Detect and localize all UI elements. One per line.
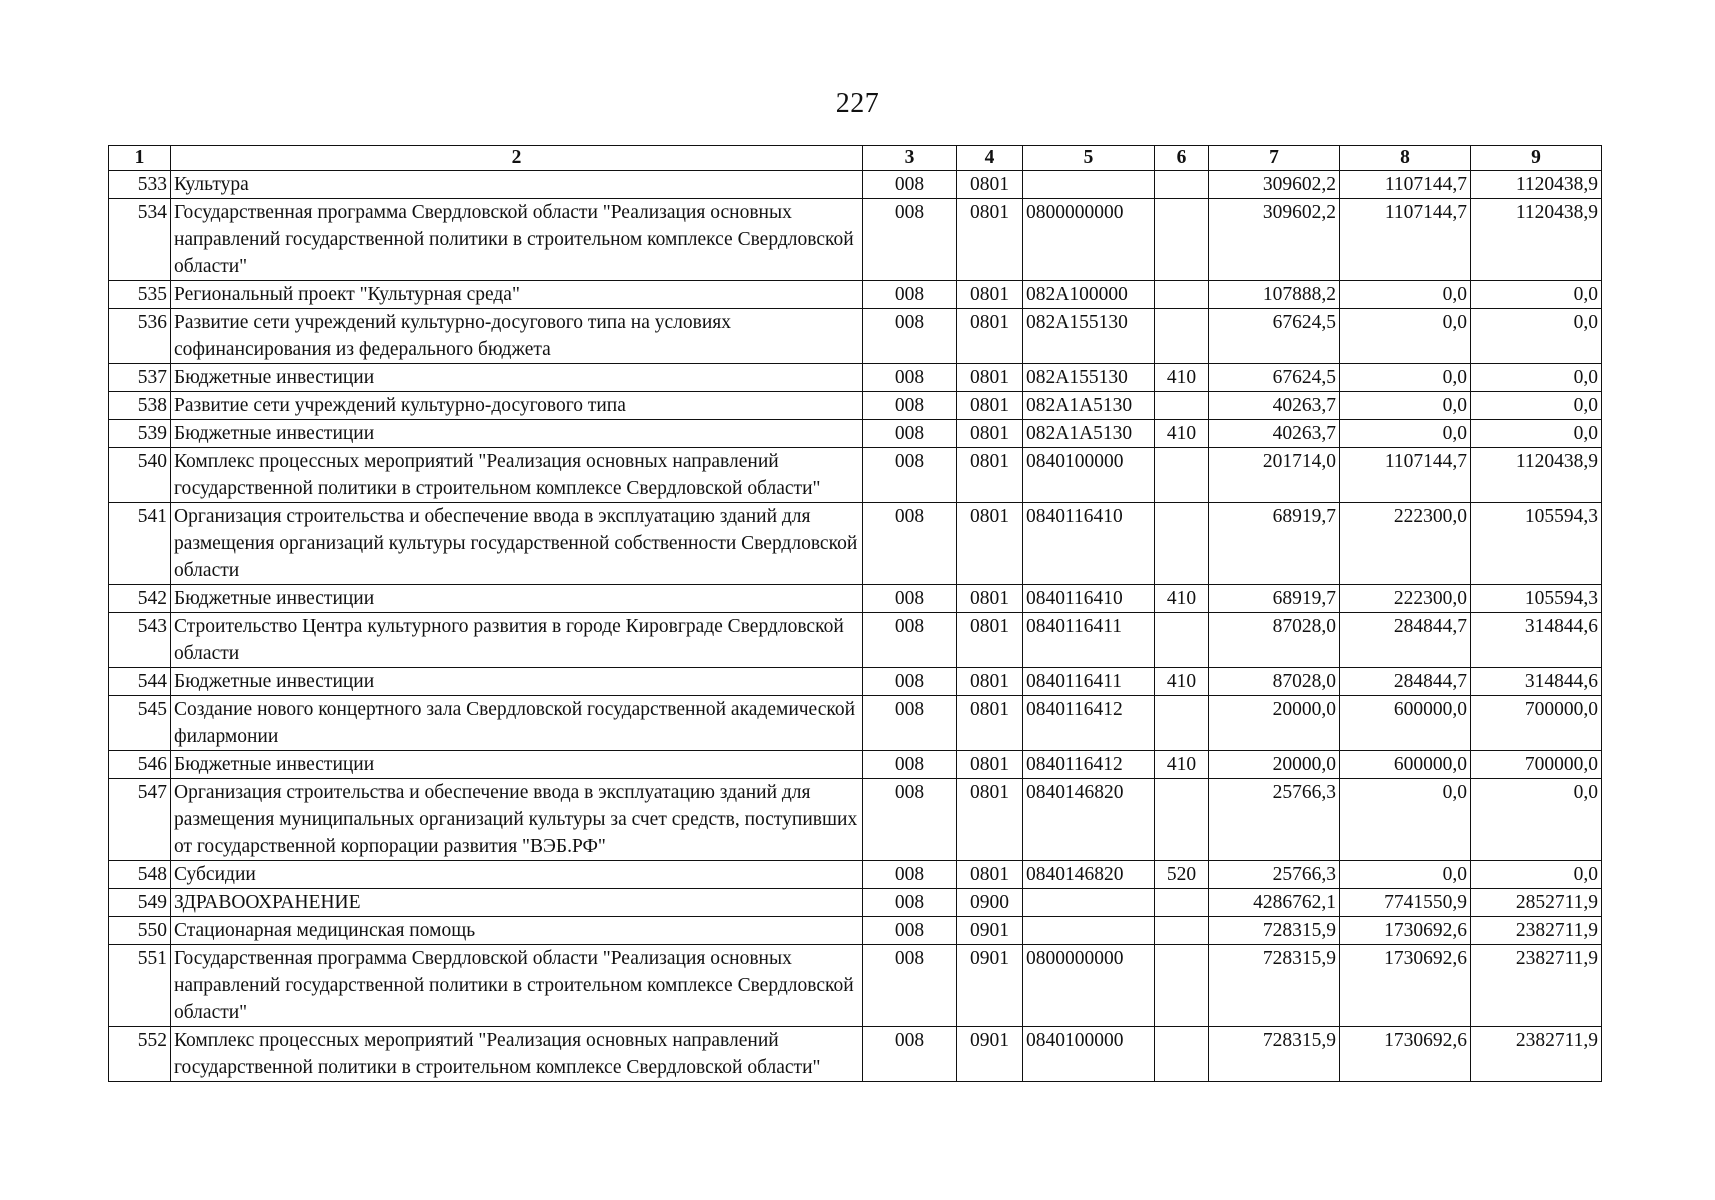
code-3: 008 xyxy=(863,861,957,889)
row-number: 548 xyxy=(109,861,171,889)
code-4: 0801 xyxy=(957,751,1023,779)
amount-7: 107888,2 xyxy=(1209,281,1340,309)
amount-9: 2852711,9 xyxy=(1471,889,1602,917)
amount-7: 40263,7 xyxy=(1209,420,1340,448)
table-row xyxy=(109,281,1602,309)
amount-9: 700000,0 xyxy=(1471,696,1602,751)
code-5: 0840100000 xyxy=(1023,1027,1155,1082)
code-5: 082A155130 xyxy=(1023,309,1155,364)
amount-7: 20000,0 xyxy=(1209,696,1340,751)
code-5: 0800000000 xyxy=(1023,945,1155,1027)
code-5: 082A1A5130 xyxy=(1023,392,1155,420)
amount-8: 0,0 xyxy=(1340,281,1471,309)
amount-9: 105594,3 xyxy=(1471,503,1602,585)
code-4: 0801 xyxy=(957,364,1023,392)
table-row xyxy=(109,503,1602,585)
code-4: 0801 xyxy=(957,281,1023,309)
code-6: 410 xyxy=(1155,420,1209,448)
code-3: 008 xyxy=(863,1027,957,1082)
table-row xyxy=(109,585,1602,613)
code-4: 0901 xyxy=(957,945,1023,1027)
row-number: 542 xyxy=(109,585,171,613)
amount-9: 0,0 xyxy=(1471,281,1602,309)
code-5: 082A1A5130 xyxy=(1023,420,1155,448)
row-name: Субсидии xyxy=(171,861,863,889)
row-name: Бюджетные инвестиции xyxy=(171,668,863,696)
row-number: 552 xyxy=(109,1027,171,1082)
code-3: 008 xyxy=(863,281,957,309)
row-number: 547 xyxy=(109,779,171,861)
code-3: 008 xyxy=(863,779,957,861)
code-3: 008 xyxy=(863,917,957,945)
amount-9: 1120438,9 xyxy=(1471,171,1602,199)
code-3: 008 xyxy=(863,696,957,751)
amount-9: 0,0 xyxy=(1471,364,1602,392)
column-header: 1 xyxy=(109,146,171,171)
row-name: Бюджетные инвестиции xyxy=(171,751,863,779)
row-name: Культура xyxy=(171,171,863,199)
row-number: 536 xyxy=(109,309,171,364)
code-3: 008 xyxy=(863,585,957,613)
amount-9: 0,0 xyxy=(1471,779,1602,861)
amount-9: 1120438,9 xyxy=(1471,448,1602,503)
row-name: Государственная программа Свердловской области "Реализация основных направлений государственной политики в строительном комплексе Свердловской области" xyxy=(171,199,863,281)
row-name: Региональный проект "Культурная среда" xyxy=(171,281,863,309)
table-row xyxy=(109,861,1602,889)
amount-8: 7741550,9 xyxy=(1340,889,1471,917)
code-5: 0840146820 xyxy=(1023,861,1155,889)
row-number: 539 xyxy=(109,420,171,448)
row-number: 535 xyxy=(109,281,171,309)
code-4: 0801 xyxy=(957,585,1023,613)
row-number: 544 xyxy=(109,668,171,696)
row-number: 537 xyxy=(109,364,171,392)
row-name: Бюджетные инвестиции xyxy=(171,364,863,392)
code-6 xyxy=(1155,696,1209,751)
code-5: 0840146820 xyxy=(1023,779,1155,861)
code-6 xyxy=(1155,917,1209,945)
amount-8: 1107144,7 xyxy=(1340,448,1471,503)
amount-9: 1120438,9 xyxy=(1471,199,1602,281)
column-header: 2 xyxy=(171,146,863,171)
code-6 xyxy=(1155,171,1209,199)
amount-9: 2382711,9 xyxy=(1471,1027,1602,1082)
amount-9: 2382711,9 xyxy=(1471,917,1602,945)
row-name: Бюджетные инвестиции xyxy=(171,420,863,448)
amount-9: 105594,3 xyxy=(1471,585,1602,613)
row-number: 546 xyxy=(109,751,171,779)
amount-7: 25766,3 xyxy=(1209,861,1340,889)
code-3: 008 xyxy=(863,889,957,917)
amount-8: 600000,0 xyxy=(1340,696,1471,751)
code-4: 0801 xyxy=(957,392,1023,420)
amount-7: 201714,0 xyxy=(1209,448,1340,503)
row-name: Организация строительства и обеспечение ввода в эксплуатацию зданий для размещения организаций культуры государственной собственности Свердловской области xyxy=(171,503,863,585)
amount-9: 700000,0 xyxy=(1471,751,1602,779)
amount-9: 0,0 xyxy=(1471,420,1602,448)
code-6: 410 xyxy=(1155,364,1209,392)
code-5: 0800000000 xyxy=(1023,199,1155,281)
row-name: Организация строительства и обеспечение ввода в эксплуатацию зданий для размещения муниципальных организаций культуры за счет средств, поступивших от государственной корпорации развития "ВЭБ.РФ" xyxy=(171,779,863,861)
amount-8: 0,0 xyxy=(1340,779,1471,861)
column-header: 4 xyxy=(957,146,1023,171)
code-4: 0801 xyxy=(957,448,1023,503)
row-name: ЗДРАВООХРАНЕНИЕ xyxy=(171,889,863,917)
row-name: Стационарная медицинская помощь xyxy=(171,917,863,945)
amount-8: 1730692,6 xyxy=(1340,917,1471,945)
amount-7: 25766,3 xyxy=(1209,779,1340,861)
header-row xyxy=(109,146,1602,171)
row-number: 540 xyxy=(109,448,171,503)
amount-7: 20000,0 xyxy=(1209,751,1340,779)
table-body xyxy=(109,171,1602,1082)
amount-7: 68919,7 xyxy=(1209,585,1340,613)
code-5 xyxy=(1023,171,1155,199)
table-row xyxy=(109,668,1602,696)
table-row xyxy=(109,889,1602,917)
code-4: 0901 xyxy=(957,917,1023,945)
code-3: 008 xyxy=(863,668,957,696)
amount-9: 0,0 xyxy=(1471,309,1602,364)
amount-7: 309602,2 xyxy=(1209,171,1340,199)
page-number: 227 xyxy=(835,88,880,119)
code-5: 082A100000 xyxy=(1023,281,1155,309)
amount-7: 87028,0 xyxy=(1209,668,1340,696)
amount-7: 67624,5 xyxy=(1209,364,1340,392)
row-number: 543 xyxy=(109,613,171,668)
code-4: 0801 xyxy=(957,503,1023,585)
amount-7: 87028,0 xyxy=(1209,613,1340,668)
row-name: Государственная программа Свердловской области "Реализация основных направлений государственной политики в строительном комплексе Свердловской области" xyxy=(171,945,863,1027)
column-header: 7 xyxy=(1209,146,1340,171)
row-number: 549 xyxy=(109,889,171,917)
code-3: 008 xyxy=(863,171,957,199)
code-4: 0801 xyxy=(957,696,1023,751)
budget-table xyxy=(108,145,1602,1082)
code-4: 0801 xyxy=(957,668,1023,696)
row-name: Строительство Центра культурного развития в городе Кировграде Свердловской области xyxy=(171,613,863,668)
row-name: Бюджетные инвестиции xyxy=(171,585,863,613)
amount-8: 284844,7 xyxy=(1340,668,1471,696)
amount-7: 728315,9 xyxy=(1209,917,1340,945)
code-3: 008 xyxy=(863,945,957,1027)
amount-8: 0,0 xyxy=(1340,392,1471,420)
amount-8: 1730692,6 xyxy=(1340,945,1471,1027)
code-6: 520 xyxy=(1155,861,1209,889)
code-5: 082A155130 xyxy=(1023,364,1155,392)
row-name: Комплекс процессных мероприятий "Реализация основных направлений государственной политики в строительном комплексе Свердловской области" xyxy=(171,1027,863,1082)
code-6 xyxy=(1155,392,1209,420)
amount-9: 0,0 xyxy=(1471,392,1602,420)
code-3: 008 xyxy=(863,751,957,779)
table-row xyxy=(109,309,1602,364)
table-row xyxy=(109,448,1602,503)
code-4: 0801 xyxy=(957,613,1023,668)
code-3: 008 xyxy=(863,613,957,668)
table-row xyxy=(109,1027,1602,1082)
amount-8: 284844,7 xyxy=(1340,613,1471,668)
row-name: Развитие сети учреждений культурно-досугового типа на условиях софинансирования из федерального бюджета xyxy=(171,309,863,364)
column-header: 8 xyxy=(1340,146,1471,171)
code-3: 008 xyxy=(863,199,957,281)
table-row xyxy=(109,613,1602,668)
code-4: 0801 xyxy=(957,420,1023,448)
code-6 xyxy=(1155,889,1209,917)
row-number: 533 xyxy=(109,171,171,199)
code-6 xyxy=(1155,779,1209,861)
amount-8: 0,0 xyxy=(1340,861,1471,889)
code-6 xyxy=(1155,613,1209,668)
table-row xyxy=(109,751,1602,779)
code-4: 0801 xyxy=(957,309,1023,364)
amount-8: 222300,0 xyxy=(1340,503,1471,585)
code-4: 0801 xyxy=(957,199,1023,281)
row-number: 541 xyxy=(109,503,171,585)
amount-7: 4286762,1 xyxy=(1209,889,1340,917)
code-5: 0840116411 xyxy=(1023,613,1155,668)
amount-7: 68919,7 xyxy=(1209,503,1340,585)
code-5: 0840116411 xyxy=(1023,668,1155,696)
row-number: 534 xyxy=(109,199,171,281)
code-4: 0801 xyxy=(957,779,1023,861)
amount-7: 728315,9 xyxy=(1209,945,1340,1027)
table-row xyxy=(109,420,1602,448)
code-4: 0900 xyxy=(957,889,1023,917)
table-row xyxy=(109,779,1602,861)
row-name: Развитие сети учреждений культурно-досугового типа xyxy=(171,392,863,420)
row-name: Создание нового концертного зала Свердловской государственной академической филармонии xyxy=(171,696,863,751)
row-number: 551 xyxy=(109,945,171,1027)
code-6 xyxy=(1155,281,1209,309)
amount-8: 1107144,7 xyxy=(1340,199,1471,281)
column-header: 3 xyxy=(863,146,957,171)
code-3: 008 xyxy=(863,309,957,364)
code-6 xyxy=(1155,945,1209,1027)
code-3: 008 xyxy=(863,503,957,585)
amount-8: 222300,0 xyxy=(1340,585,1471,613)
row-number: 550 xyxy=(109,917,171,945)
amount-9: 314844,6 xyxy=(1471,668,1602,696)
code-3: 008 xyxy=(863,364,957,392)
table-row xyxy=(109,171,1602,199)
code-6 xyxy=(1155,1027,1209,1082)
code-6: 410 xyxy=(1155,751,1209,779)
code-5: 0840100000 xyxy=(1023,448,1155,503)
amount-7: 67624,5 xyxy=(1209,309,1340,364)
table-row xyxy=(109,696,1602,751)
code-5: 0840116410 xyxy=(1023,585,1155,613)
code-4: 0801 xyxy=(957,861,1023,889)
code-3: 008 xyxy=(863,392,957,420)
column-header: 9 xyxy=(1471,146,1602,171)
column-header: 6 xyxy=(1155,146,1209,171)
table-row xyxy=(109,917,1602,945)
row-number: 545 xyxy=(109,696,171,751)
code-5 xyxy=(1023,889,1155,917)
amount-7: 728315,9 xyxy=(1209,1027,1340,1082)
code-5 xyxy=(1023,917,1155,945)
amount-8: 0,0 xyxy=(1340,364,1471,392)
row-name: Комплекс процессных мероприятий "Реализация основных направлений государственной политики в строительном комплексе Свердловской области" xyxy=(171,448,863,503)
code-6 xyxy=(1155,199,1209,281)
code-6: 410 xyxy=(1155,668,1209,696)
code-3: 008 xyxy=(863,448,957,503)
table-row xyxy=(109,392,1602,420)
amount-8: 1730692,6 xyxy=(1340,1027,1471,1082)
code-6: 410 xyxy=(1155,585,1209,613)
amount-8: 0,0 xyxy=(1340,309,1471,364)
code-5: 0840116410 xyxy=(1023,503,1155,585)
table-row xyxy=(109,945,1602,1027)
amount-8: 1107144,7 xyxy=(1340,171,1471,199)
amount-7: 40263,7 xyxy=(1209,392,1340,420)
code-6 xyxy=(1155,448,1209,503)
amount-9: 314844,6 xyxy=(1471,613,1602,668)
table-row xyxy=(109,199,1602,281)
code-4: 0801 xyxy=(957,171,1023,199)
code-6 xyxy=(1155,503,1209,585)
amount-8: 600000,0 xyxy=(1340,751,1471,779)
column-header: 5 xyxy=(1023,146,1155,171)
code-5: 0840116412 xyxy=(1023,751,1155,779)
code-4: 0901 xyxy=(957,1027,1023,1082)
amount-9: 2382711,9 xyxy=(1471,945,1602,1027)
table-row xyxy=(109,364,1602,392)
code-6 xyxy=(1155,309,1209,364)
code-5: 0840116412 xyxy=(1023,696,1155,751)
code-3: 008 xyxy=(863,420,957,448)
amount-7: 309602,2 xyxy=(1209,199,1340,281)
amount-9: 0,0 xyxy=(1471,861,1602,889)
row-number: 538 xyxy=(109,392,171,420)
amount-8: 0,0 xyxy=(1340,420,1471,448)
